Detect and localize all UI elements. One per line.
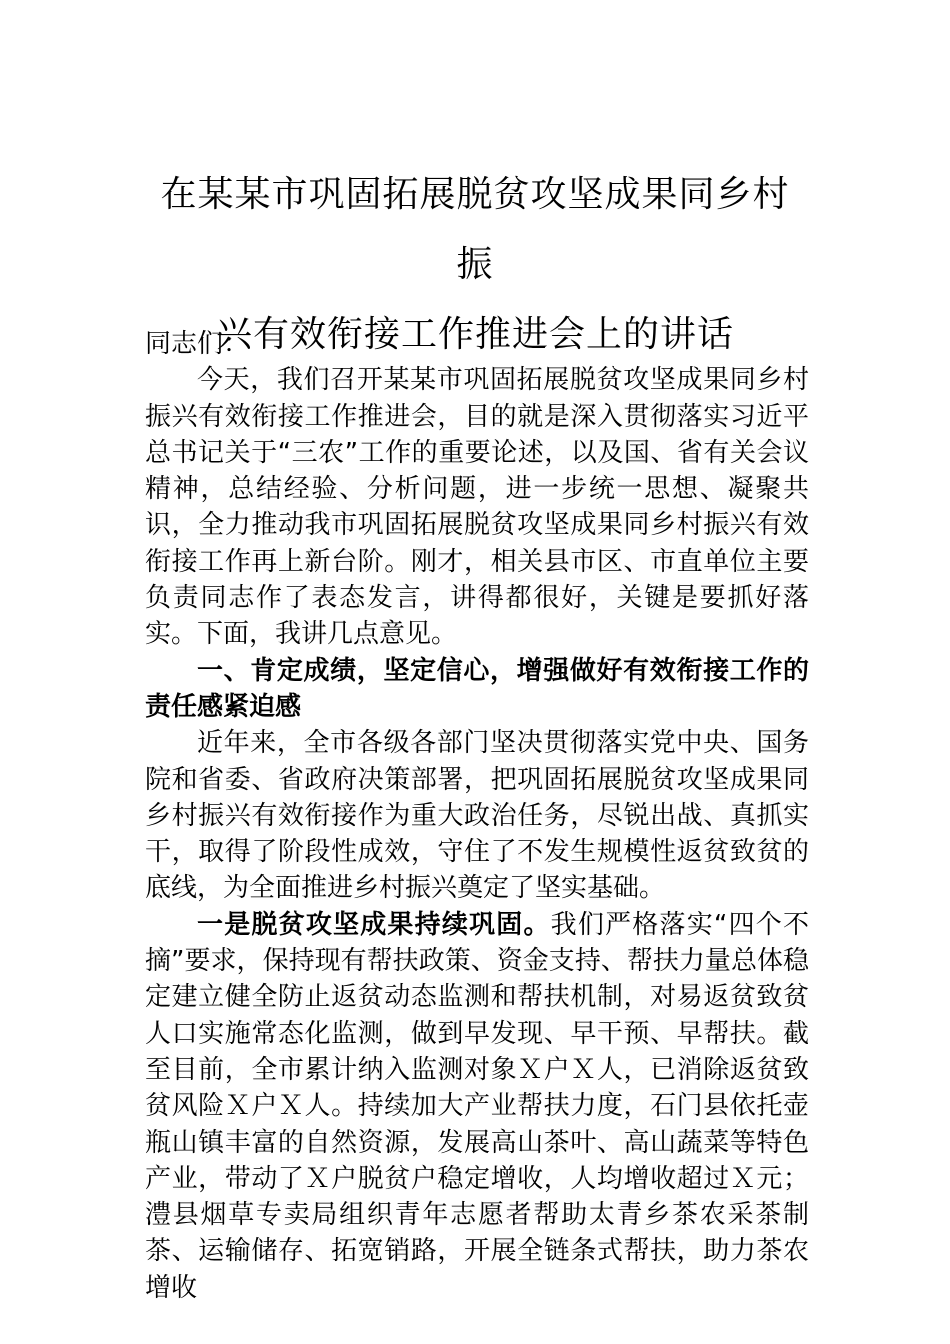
paragraph-opening: 今天，我们召开某某市巩固拓展脱贫攻坚成果同乡村振兴有效衔接工作推进会，目的就是深入贯彻落实习近平总书记关于“三农”工作的重要论述，以及国、省有关会议精神，总结经验、分析问题，进一步统一思想、凝聚共识，全力推动我市巩固拓展脱贫攻坚成果同乡村振兴有效衔接工作再上新台阶。刚才，相关县市区、市直单位主要负责同志作了表态发言，讲得都很好，关键是要抓好落实。下面，我讲几点意见。 <box>145 365 809 650</box>
document-body <box>145 326 809 1306</box>
salutation: 同志们： <box>145 329 250 359</box>
title-line-2: 兴有效衔接工作推进会上的讲话 <box>215 314 734 355</box>
point-1-text: 我们严格落实“四个不摘”要求，保持现有帮扶政策、资金支持、帮扶力量总体稳定建立健全防止返贫动态监测和帮扶机制，对易返贫致贫人口实施常态化监测，做到早发现、早干预、早帮扶。截至目前，全市累计纳入监测对象Ｘ户Ｘ人，已消除返贫致贫风险Ｘ户Ｘ人。持续加大产业帮扶力度，石门县依托壶瓶山镇丰富的自然资源，发展高山茶叶、高山蔬菜等特色产业，带动了Ｘ户脱贫户稳定增收，人均增收超过Ｘ元；澧县烟草专卖局组织青年志愿者帮助太青乡茶农采茶制茶、运输储存、拓宽销路，开展全链条式帮扶，助力茶农增收 <box>145 909 809 1303</box>
paragraph-point-1 <box>145 907 809 1306</box>
point-1-lead: 一是脱贫攻坚成果持续巩固。 <box>197 909 551 940</box>
paragraph-achievements: 近年来，全市各级各部门坚决贯彻落实党中央、国务院和省委、省政府决策部署，把巩固拓展脱贫攻坚成果同乡村振兴有效衔接作为重大政治任务，尽锐出战、真抓实干，取得了阶段性成效，守住了不发生规模性返贫致贫的底线，为全面推进乡村振兴奠定了坚实基础。 <box>145 728 809 904</box>
section-heading-1: 一、肯定成绩，坚定信心，增强做好有效衔接工作的责任感紧迫感 <box>145 655 809 722</box>
title-line-1: 在某某市巩固拓展脱贫攻坚成果同乡村振 <box>160 174 790 285</box>
